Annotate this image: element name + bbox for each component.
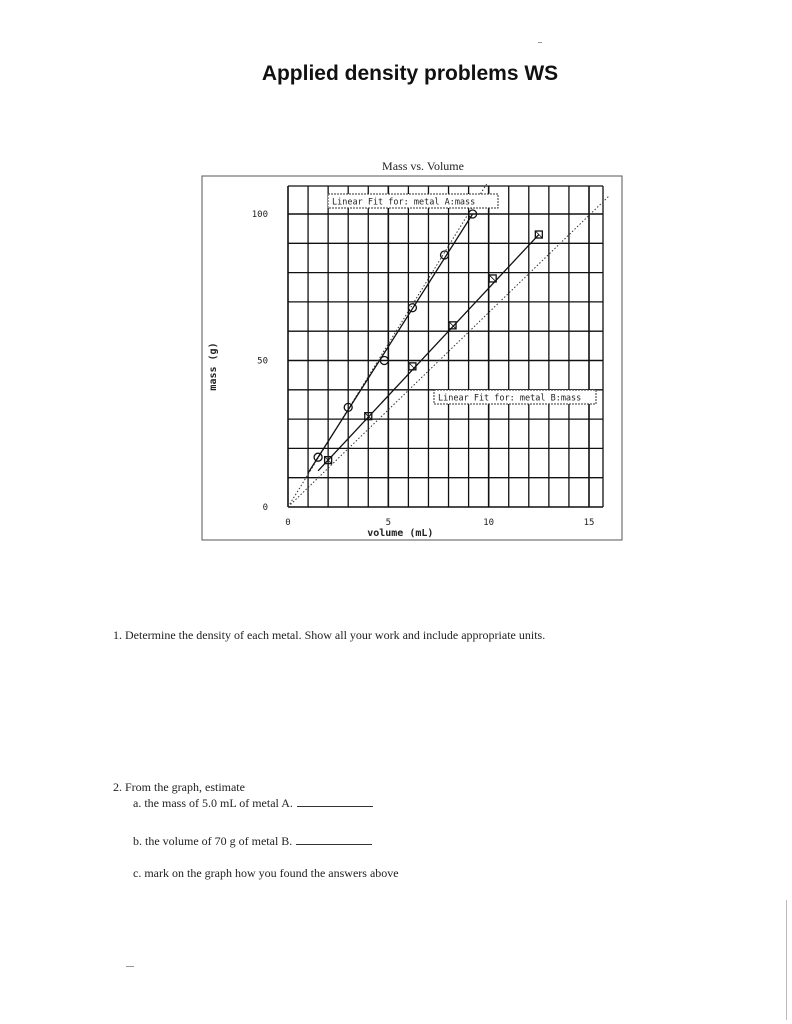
question-1: 1. Determine the density of each metal. Show all your work and include appropriate units.: [113, 628, 546, 642]
x-tick-label: 0: [285, 518, 291, 528]
x-tick-label: 5: [385, 518, 392, 528]
question-2: 2. From the graph, estimate: [113, 780, 245, 794]
question-2b-text: b. the volume of 70 g of metal B.: [133, 834, 293, 848]
answer-blank-2b[interactable]: [296, 834, 372, 845]
scan-edge-line: [786, 900, 787, 1020]
question-2a: [133, 796, 373, 811]
x-axis-label: volume (mL): [367, 528, 434, 539]
y-tick-label: 50: [257, 356, 268, 367]
y-tick-label: 100: [251, 210, 268, 220]
question-2b: [133, 834, 372, 849]
metal-a-fit-label: Linear Fit for: metal A:mass: [332, 197, 476, 208]
metal-b-fit-label: Linear Fit for: metal B:mass: [438, 393, 582, 404]
y-axis-label: mass (g): [208, 342, 219, 391]
mass-volume-chart: [198, 172, 626, 544]
question-2c: c. mark on the graph how you found the answers above: [133, 866, 399, 880]
x-tick-label: 10: [483, 518, 495, 528]
chart-title: Mass vs. Volume: [382, 159, 464, 173]
y-tick-label: 0: [262, 503, 268, 513]
x-tick-label: 15: [583, 518, 595, 528]
metal-b-point-hatch: [489, 275, 496, 282]
scan-speck: [126, 966, 134, 967]
answer-blank-2a[interactable]: [297, 796, 373, 807]
question-2a-text: a. the mass of 5.0 mL of metal A.: [133, 796, 293, 810]
scan-speck: [538, 42, 542, 43]
page-title: Applied density problems WS: [261, 62, 559, 85]
